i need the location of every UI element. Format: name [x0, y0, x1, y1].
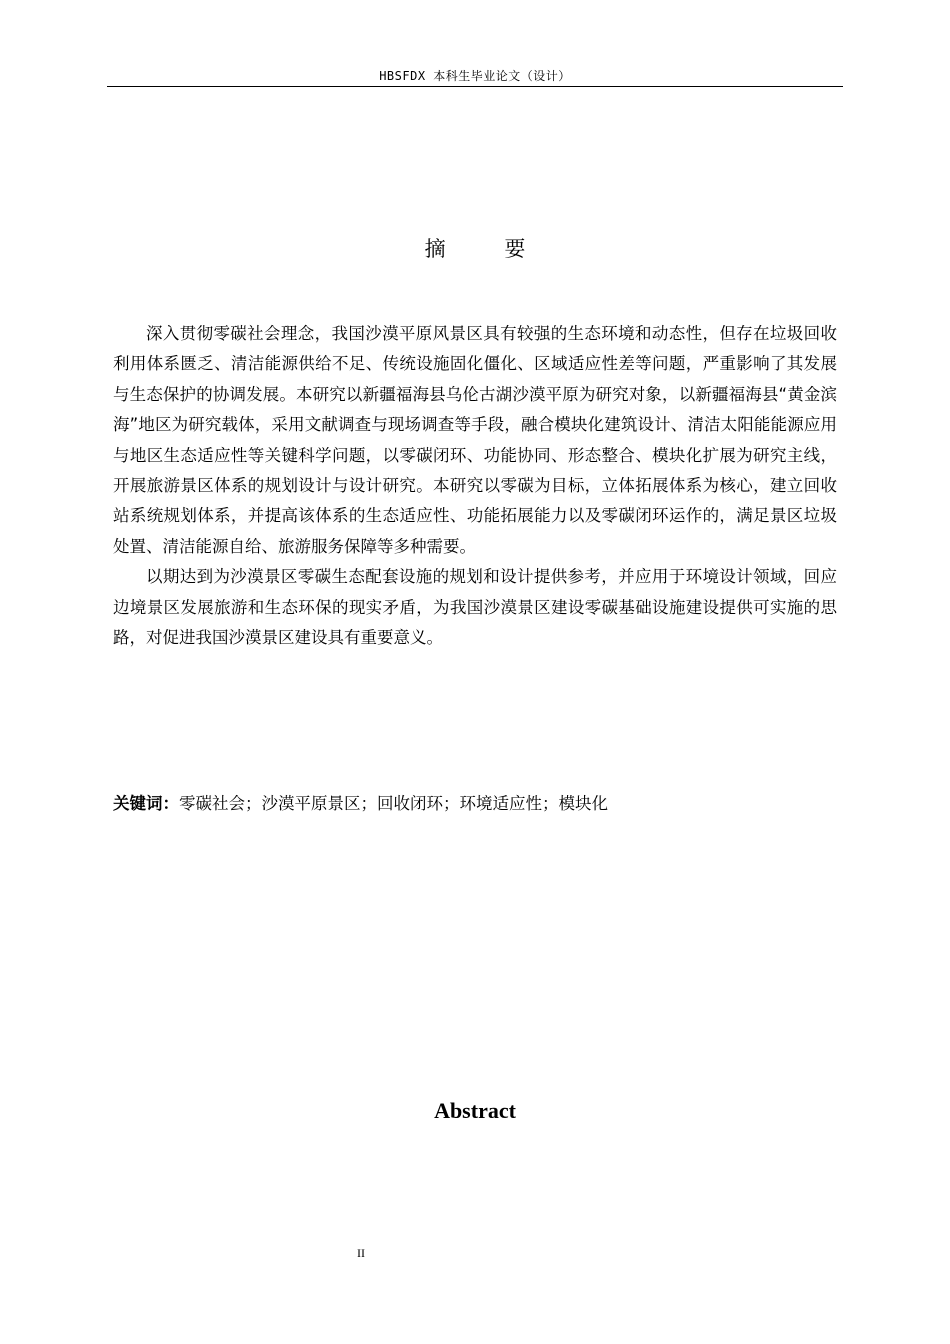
english-abstract-title: Abstract — [434, 1098, 516, 1123]
keywords-text: 零碳社会；沙漠平原景区；回收闭环；环境适应性；模块化 — [179, 794, 608, 813]
keywords-label: 关键词： — [113, 794, 179, 813]
abstract-body — [113, 319, 837, 653]
abstract-paragraph: 以期达到为沙漠景区零碳生态配套设施的规划和设计提供参考，并应用于环境设计领域，回应边境景区发展旅游和生态环保的现实矛盾，为我国沙漠景区建设零碳基础设施建设提供可实施的思路，对促进我国沙漠景区建设具有重要意义。 — [113, 567, 837, 648]
abstract-title: 摘 要 — [424, 237, 552, 261]
abstract-paragraph: 深入贯彻零碳社会理念，我国沙漠平原风景区具有较强的生态环境和动态性，但存在垃圾回收利用体系匮乏、清洁能源供给不足、传统设施固化僵化、区域适应性差等问题，严重影响了其发展与生态保护的协调发展。本研究以新疆福海县乌伦古湖沙漠平原为研究对象，以新疆福海县“黄金滨海”地区为研究载体，采用文献调查与现场调查等手段，融合模块化建筑设计、清洁太阳能能源应用与地区生态适应性等关键科学问题，以零碳闭环、功能协同、形态整合、模块化扩展为研究主线，开展旅游景区体系的规划设计与设计研究。本研究以零碳为目标，立体拓展体系为核心，建立回收站系统规划体系，并提高该体系的生态适应性、功能拓展能力以及零碳闭环运作的，满足景区垃圾处置、清洁能源自给、旅游服务保障等多种需要。 — [113, 324, 837, 556]
running-header: HBSFDX 本科生毕业论文（设计） — [379, 69, 571, 83]
header-rule — [107, 86, 843, 87]
keywords — [113, 790, 837, 818]
page-number: II — [357, 1246, 365, 1260]
